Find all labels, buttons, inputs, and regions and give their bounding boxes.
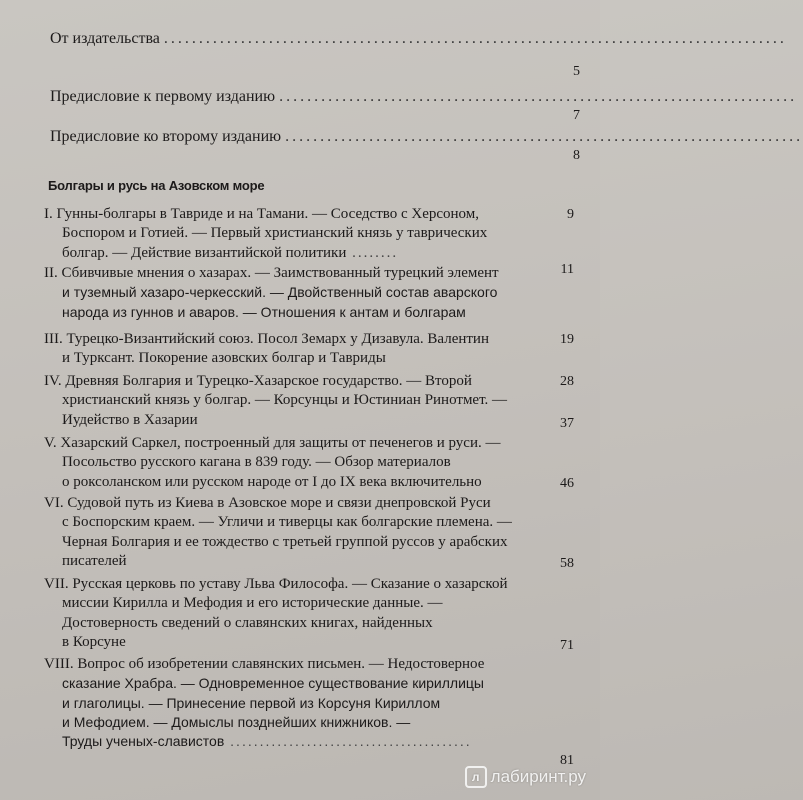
toc-page-number: 7 (573, 108, 580, 123)
watermark (465, 766, 586, 788)
toc-page-number: 11 (560, 262, 574, 277)
chapter-1 (44, 205, 574, 263)
toc-leader: .......................................................................... (279, 88, 798, 105)
chapter-line: миссии Кирилла и Мефодия и его исторические данные. — (62, 595, 443, 612)
toc-page-number: 5 (573, 64, 580, 79)
chapter-line: болгар. — Действие византийской политики (62, 244, 347, 261)
toc-page-number: 28 (560, 374, 574, 389)
toc-front-title: От издательства (50, 30, 160, 47)
toc-leader: ........ (346, 244, 399, 261)
toc-front-item-second-edition (50, 128, 803, 146)
chapter-3 (44, 330, 574, 369)
toc-front-item-publisher (50, 30, 787, 48)
section-title: Болгары и русь на Азовском море (48, 178, 265, 193)
chapter-line: сказание Храбра. — Одновременное существование кириллицы (62, 675, 484, 692)
chapter-line: в Корсуне (62, 633, 126, 650)
toc-page-number: 8 (573, 148, 580, 163)
toc-page-number: 58 (560, 556, 574, 571)
chapter-line: народа из гуннов и аваров. — Отношения к антам и болгарам (62, 303, 466, 320)
chapter-line: IV. Древняя Болгария и Турецко-Хазарское государство. — Второй (44, 373, 472, 389)
toc-leader: ......................................... (224, 733, 472, 750)
chapter-6-page (44, 474, 574, 493)
chapter-line: и Турксант. Покорение азовских болгар и Тавриды (62, 350, 386, 367)
chapter-line: христианский князь у болгар. — Корсунцы и Юстиниан Ринотмет. — (62, 392, 508, 409)
watermark-text: лабиринт.ру (490, 767, 586, 786)
chapter-line: II. Сбивчивые мнения о хазарах. — Заимствованный турецкий элемент (44, 265, 499, 281)
chapter-line: и Мефодием. — Домыслы позднейших книжников. — (62, 713, 411, 730)
toc-front-title: Предисловие ко второму изданию (50, 128, 282, 145)
chapter-line: III. Турецко-Византийский союз. Посол Земарх у Дизавула. Валентин (44, 331, 489, 347)
chapter-line: Иудейство в Хазарии (62, 411, 198, 428)
toc-page-number: 9 (567, 207, 574, 222)
toc-front-title: Предисловие к первому изданию (50, 88, 276, 105)
chapter-line: Труды ученых-славистов (62, 733, 225, 750)
toc-leader: ......................................................................................... (163, 30, 787, 47)
labirint-logo-icon: л (465, 766, 487, 788)
chapter-line: Посольство русского кагана в 839 году. — Обзор материалов (62, 454, 451, 471)
toc-page-number: 81 (560, 753, 574, 768)
chapter-5-page (44, 411, 574, 433)
chapter-line: VIII. Вопрос об изобретении славянских письмен. — Недостоверное (44, 656, 485, 672)
chapter-line: и глаголицы. — Принесение первой из Корсуня Кириллом (62, 694, 441, 711)
chapter-line: VI. Судовой путь из Киева в Азовское море и связи днепровской Руси (44, 495, 491, 511)
toc-front-item-first-edition (50, 88, 798, 106)
chapter-8-page (44, 633, 574, 655)
chapter-line: Достоверность сведений о славянских книгах, найденных (62, 614, 433, 631)
chapter-line: V. Хазарский Саркел, построенный для защиты от печенегов и руси. — (44, 435, 501, 451)
chapter-8 (44, 655, 574, 751)
toc-page-number: 71 (560, 638, 574, 653)
chapter-line: о роксоланском или русском народе от I до IX века включительно (62, 473, 482, 490)
chapter-line: и туземный хазаро-черкесский. — Двойственный состав аварского (62, 284, 498, 301)
toc-page-number: 46 (560, 476, 574, 491)
chapter-line: с Боспорским краем. — Угличи и тиверцы как болгарские племена. — (62, 514, 512, 531)
chapter-line: писателей (62, 552, 127, 569)
chapter-line: Черная Болгария и ее тождество с третьей группой руссов у арабских (62, 533, 508, 550)
chapter-line: Боспором и Готией. — Первый христианский князь у таврических (62, 225, 488, 242)
toc-page-number: 37 (560, 416, 574, 431)
chapter-2-page (44, 264, 574, 283)
chapter-line: I. Гунны-болгары в Тавриде и на Тамани. — Соседство с Херсоном, (44, 206, 480, 222)
chapter-7-page (44, 554, 574, 573)
toc-page-number: 19 (560, 332, 574, 347)
toc-leader: .......................................................................... (285, 128, 803, 145)
chapter-line: VII. Русская церковь по уставу Льва Философа. — Сказание о хазарской (44, 576, 508, 592)
